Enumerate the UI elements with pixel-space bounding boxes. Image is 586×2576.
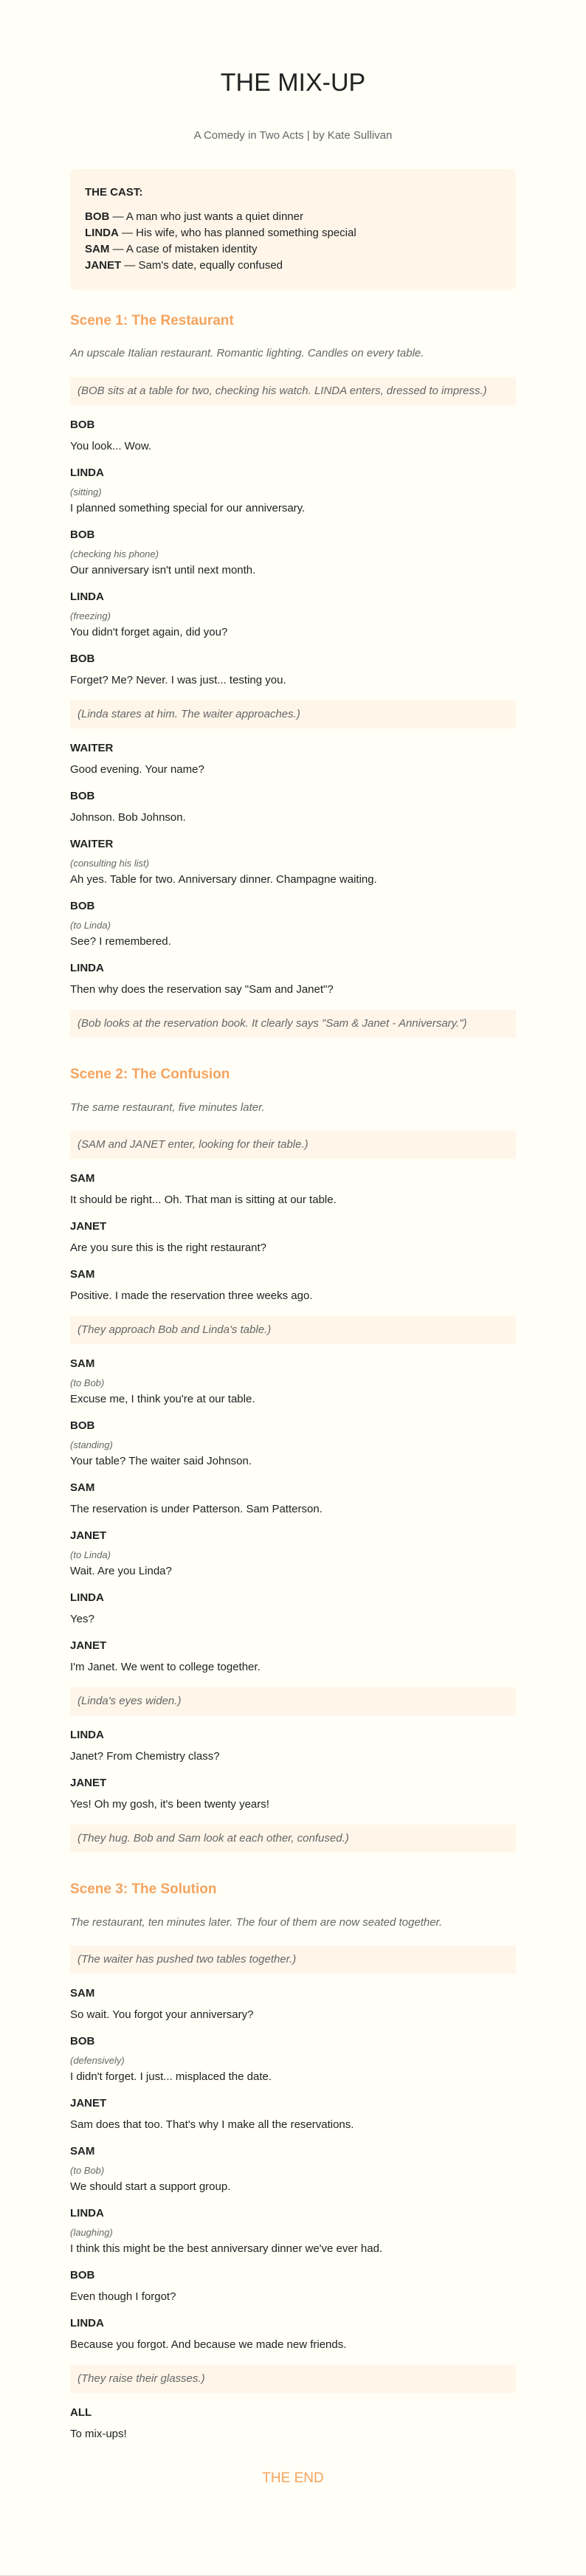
cast-member-description: — Sam's date, equally confused <box>121 258 283 272</box>
character-name: JANET <box>70 1220 107 1233</box>
dialogue-block <box>70 838 516 886</box>
dialogue-line: Then why does the reservation say "Sam and Janet"? <box>70 982 334 996</box>
the-end: THE END <box>262 2470 324 2487</box>
character-name: LINDA <box>70 961 104 974</box>
parenthetical: (to Bob) <box>70 2165 105 2177</box>
parenthetical: (laughing) <box>70 2227 113 2239</box>
dialogue-block <box>70 790 516 824</box>
character-name: BOB <box>70 2269 95 2282</box>
dialogue-block <box>70 466 516 515</box>
dialogue-line: Johnson. Bob Johnson. <box>70 810 186 824</box>
character-name: BOB <box>70 789 95 802</box>
dialogue-block <box>70 2406 516 2441</box>
dialogue-block <box>70 1591 516 1626</box>
cast-member-name: BOB <box>85 210 110 223</box>
dialogue-block <box>70 1419 516 1468</box>
character-name: JANET <box>70 2097 107 2110</box>
stage-direction: (SAM and JANET enter, looking for their table.) <box>70 1131 516 1159</box>
cast-member <box>85 225 501 241</box>
character-name: BOB <box>70 1419 95 1433</box>
character-name: SAM <box>70 1357 95 1371</box>
character-name: ALL <box>70 2406 92 2420</box>
character-name: SAM <box>70 1268 95 1281</box>
character-name: LINDA <box>70 2207 104 2220</box>
cast-member-name: SAM <box>85 242 110 255</box>
parenthetical: (checking his phone) <box>70 548 159 559</box>
dialogue-line: Our anniversary isn't until next month. <box>70 563 256 576</box>
dialogue-line: We should start a support group. <box>70 2180 231 2194</box>
dialogue-line: I planned something special for our anniversary. <box>70 501 306 514</box>
dialogue-block <box>70 419 516 453</box>
dialogue-line: Sam does that too. That's why I make all the reservations. <box>70 2118 354 2132</box>
dialogue-block <box>70 2207 516 2256</box>
dialogue-line: Even though I forgot? <box>70 2290 176 2304</box>
dialogue-line: Ah yes. Table for two. Anniversary dinner. Champagne waiting. <box>70 872 377 886</box>
parenthetical: (defensively) <box>70 2055 125 2067</box>
dialogue-block <box>70 962 516 996</box>
dialogue-block <box>70 2097 516 2132</box>
scene-1 <box>70 312 516 1038</box>
character-name: SAM <box>70 1481 95 1495</box>
parenthetical: (freezing) <box>70 610 111 621</box>
dialogue-block <box>70 742 516 776</box>
dialogue-block <box>70 1220 516 1255</box>
dialogue-block <box>70 528 516 577</box>
dialogue-block <box>70 2145 516 2194</box>
dialogue-block <box>70 1357 516 1406</box>
character-name: LINDA <box>70 590 104 603</box>
cast-heading: THE CAST: <box>85 186 143 199</box>
dialogue-line: I'm Janet. We went to college together. <box>70 1661 261 1674</box>
stage-direction: (They raise their glasses.) <box>70 2365 516 2393</box>
play-subtitle: A Comedy in Two Acts | by Kate Sullivan <box>193 128 393 142</box>
character-name: BOB <box>70 418 95 431</box>
dialogue-line: It should be right... Oh. That man is sitting at our table. <box>70 1194 337 1207</box>
character-name: LINDA <box>70 2317 104 2330</box>
dialogue-line: Yes! Oh my gosh, it's been twenty years! <box>70 1798 269 1811</box>
dialogue-line: See? I remembered. <box>70 934 171 948</box>
dialogue-block <box>70 2035 516 2084</box>
dialogue-block <box>70 1987 516 2022</box>
dialogue-block <box>70 1729 516 1763</box>
character-name: BOB <box>70 2035 95 2048</box>
dialogue-line: Are you sure this is the right restaurant? <box>70 1241 266 1255</box>
character-name: LINDA <box>70 1591 104 1605</box>
dialogue-block <box>70 1481 516 1516</box>
character-name: BOB <box>70 652 95 665</box>
parenthetical: (to Linda) <box>70 919 111 931</box>
dialogue-line: Good evening. Your name? <box>70 762 204 776</box>
scene-2 <box>70 1066 516 1853</box>
character-name: JANET <box>70 1529 107 1543</box>
dialogue-line: Janet? From Chemistry class? <box>70 1750 220 1763</box>
dialogue-block <box>70 590 516 639</box>
stage-direction: (Linda's eyes widen.) <box>70 1687 516 1715</box>
character-name: SAM <box>70 1987 95 2000</box>
parenthetical: (sitting) <box>70 486 102 497</box>
dialogue-block <box>70 2269 516 2304</box>
character-name: WAITER <box>70 741 114 754</box>
dialogue-line: You didn't forget again, did you? <box>70 625 228 638</box>
dialogue-line: Wait. Are you Linda? <box>70 1565 172 1578</box>
character-name: LINDA <box>70 1729 104 1742</box>
cast-member <box>85 241 501 258</box>
character-name: BOB <box>70 528 95 541</box>
scenes-container <box>70 312 516 2442</box>
scene-setting: The same restaurant, five minutes later. <box>70 1101 265 1114</box>
dialogue-line: The reservation is under Patterson. Sam Patterson. <box>70 1503 323 1516</box>
scene-heading: Scene 3: The Solution <box>70 1881 217 1898</box>
character-name: JANET <box>70 1639 107 1653</box>
dialogue-line: I think this might be the best anniversary dinner we've ever had. <box>70 2242 383 2256</box>
cast-member-name: LINDA <box>85 226 119 239</box>
scene-heading: Scene 1: The Restaurant <box>70 312 234 328</box>
parenthetical: (consulting his list) <box>70 857 149 869</box>
dialogue-block <box>70 1639 516 1674</box>
stage-direction: (Bob looks at the reservation book. It clearly says "Sam & Janet - Anniversary.") <box>70 1010 516 1038</box>
dialogue-block <box>70 1529 516 1578</box>
cast-member-description: — A man who just wants a quiet dinner <box>109 210 303 223</box>
character-name: LINDA <box>70 466 104 479</box>
stage-direction: (The waiter has pushed two tables together.) <box>70 1946 516 1974</box>
dialogue-line: Positive. I made the reservation three weeks ago. <box>70 1289 313 1303</box>
stage-direction: (They hug. Bob and Sam look at each other, confused.) <box>70 1825 516 1853</box>
character-name: BOB <box>70 899 95 912</box>
scene-3 <box>70 1881 516 2441</box>
character-name: JANET <box>70 1777 107 1790</box>
dialogue-line: Excuse me, I think you're at our table. <box>70 1393 255 1406</box>
dialogue-block <box>70 1268 516 1303</box>
parenthetical: (to Bob) <box>70 1377 105 1389</box>
dialogue-line: So wait. You forgot your anniversary? <box>70 2008 254 2022</box>
dialogue-line: I didn't forget. I just... misplaced the date. <box>70 2070 272 2084</box>
cast-member-name: JANET <box>85 258 122 272</box>
dialogue-line: Forget? Me? Never. I was just... testing you. <box>70 673 286 686</box>
stage-direction: (Linda stares at him. The waiter approaches.) <box>70 700 516 729</box>
scene-heading: Scene 2: The Confusion <box>70 1066 230 1082</box>
character-name: WAITER <box>70 837 114 850</box>
dialogue-block <box>70 2317 516 2352</box>
dialogue-block <box>70 1172 516 1207</box>
parenthetical: (standing) <box>70 1439 113 1451</box>
dialogue-line: To mix-ups! <box>70 2428 127 2441</box>
dialogue-block <box>70 1777 516 1811</box>
dialogue-line: Because you forgot. And because we made new friends. <box>70 2338 347 2352</box>
dialogue-line: Yes? <box>70 1613 94 1626</box>
cast-member <box>85 209 501 225</box>
scene-setting: An upscale Italian restaurant. Romantic lighting. Candles on every table. <box>70 347 424 360</box>
dialogue-block <box>70 652 516 687</box>
script-page <box>70 0 516 2575</box>
dialogue-line: Your table? The waiter said Johnson. <box>70 1455 252 1468</box>
cast-list <box>70 169 516 290</box>
dialogue-block <box>70 900 516 948</box>
stage-direction: (BOB sits at a table for two, checking his watch. LINDA enters, dressed to impress.) <box>70 377 516 405</box>
scene-setting: The restaurant, ten minutes later. The four of them are now seated together. <box>70 1915 443 1929</box>
character-name: SAM <box>70 2145 95 2158</box>
stage-direction: (They approach Bob and Linda's table.) <box>70 1316 516 1344</box>
play-title: THE MIX-UP <box>220 69 366 97</box>
cast-member-description: — His wife, who has planned something special <box>118 226 356 239</box>
parenthetical: (to Linda) <box>70 1549 111 1561</box>
dialogue-line: You look... Wow. <box>70 439 152 452</box>
character-name: SAM <box>70 1172 95 1185</box>
cast-member-description: — A case of mistaken identity <box>109 242 258 255</box>
cast-member <box>85 258 501 274</box>
